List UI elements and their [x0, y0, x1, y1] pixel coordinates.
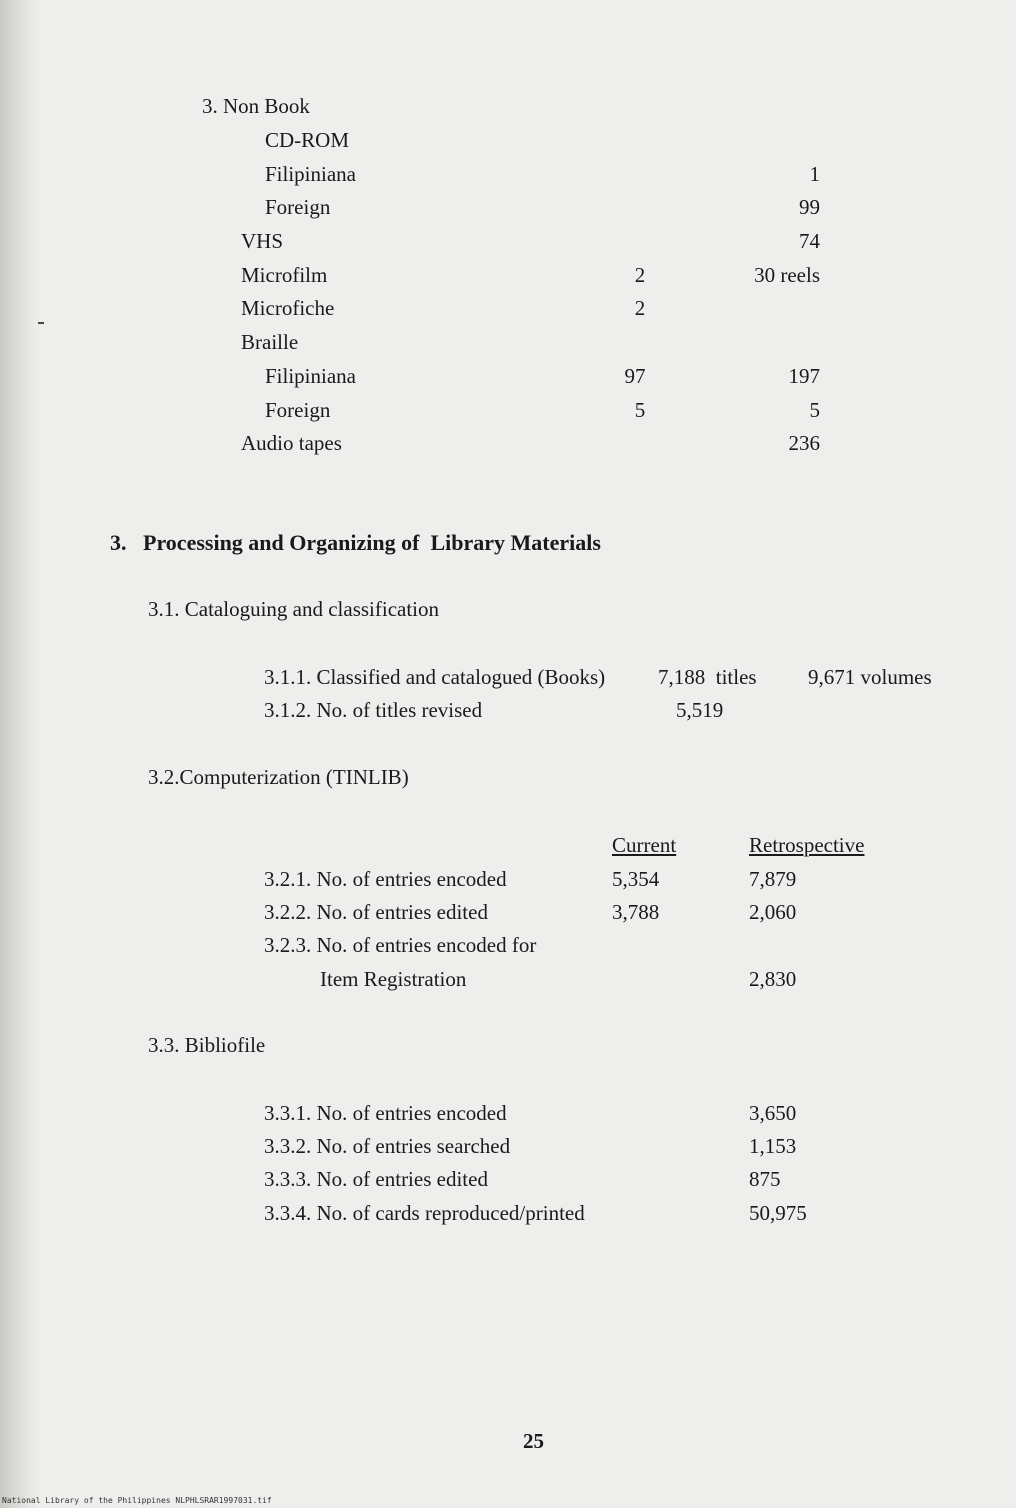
- cdrom-filipiniana-label: Filipiniana: [265, 162, 356, 186]
- section-3-1-heading: 3.1. Cataloguing and classification: [148, 597, 440, 621]
- binding-shadow: [0, 0, 40, 1508]
- braille-filipiniana-col2: 197: [788, 364, 820, 388]
- item-3-3-1-value: 3,650: [749, 1101, 797, 1125]
- section-3-3-heading: 3.3. Bibliofile: [148, 1033, 266, 1057]
- braille-foreign-col1: 5: [634, 398, 646, 422]
- item-3-3-4-label: 3.3.4. No. of cards reproduced/printed: [264, 1201, 585, 1225]
- cdrom-foreign-label: Foreign: [265, 195, 331, 219]
- item-3-1-1-titles: 7,188 titles: [658, 665, 757, 689]
- item-3-2-3-label-continued: Item Registration: [320, 967, 467, 991]
- item-3-1-1-label: 3.1.1. Classified and catalogued (Books): [264, 665, 606, 689]
- microfilm-reels: 30 reels: [754, 263, 820, 287]
- braille-filipiniana-col1: 97: [624, 364, 646, 388]
- braille-foreign-col2: 5: [809, 398, 820, 422]
- cdrom-foreign-value: 99: [799, 195, 820, 219]
- item-3-2-1-retrospective: 7,879: [749, 867, 797, 891]
- item-3-3-3-value: 875: [749, 1167, 781, 1191]
- microfilm-label: Microfilm: [241, 263, 328, 287]
- item-3-3-3-label: 3.3.3. No. of entries edited: [264, 1167, 488, 1191]
- column-header-retrospective: Retrospective: [749, 833, 865, 857]
- braille-filipiniana-label: Filipiniana: [265, 364, 356, 388]
- item-3-2-3-retrospective: 2,830: [749, 967, 797, 991]
- microfilm-count: 2: [634, 263, 646, 287]
- item-3-2-2-current: 3,788: [612, 900, 660, 924]
- cdrom-filipiniana-value: 1: [809, 162, 820, 186]
- item-3-1-2-value: 5,519: [676, 698, 724, 722]
- vhs-label: VHS: [241, 229, 284, 253]
- item-3-3-2-value: 1,153: [749, 1134, 797, 1158]
- scan-footer: National Library of the Philippines NLPHLSRAR1997031.tif: [2, 1496, 272, 1505]
- braille-label: Braille: [241, 330, 299, 354]
- item-3-1-1-volumes: 9,671 volumes: [808, 665, 932, 689]
- cdrom-label: CD-ROM: [265, 128, 350, 152]
- vhs-value: 74: [799, 229, 820, 253]
- section-3-heading: 3. Processing and Organizing of Library Materials: [110, 530, 601, 555]
- item-3-2-1-label: 3.2.1. No. of entries encoded: [264, 867, 507, 891]
- nonbook-heading: 3. Non Book: [202, 94, 310, 118]
- page-number: 25: [523, 1429, 544, 1453]
- microfiche-count: 2: [634, 296, 646, 320]
- margin-mark: [38, 322, 44, 324]
- braille-foreign-label: Foreign: [265, 398, 331, 422]
- item-3-3-1-label: 3.3.1. No. of entries encoded: [264, 1101, 507, 1125]
- item-3-3-2-label: 3.3.2. No. of entries searched: [264, 1134, 511, 1158]
- item-3-2-2-label: 3.2.2. No. of entries edited: [264, 900, 488, 924]
- item-3-1-2-label: 3.1.2. No. of titles revised: [264, 698, 483, 722]
- item-3-2-3-label: 3.2.3. No. of entries encoded for: [264, 933, 537, 957]
- microfiche-label: Microfiche: [241, 296, 335, 320]
- audio-tapes-value: 236: [788, 431, 820, 455]
- item-3-2-1-current: 5,354: [612, 867, 660, 891]
- section-3-2-heading: 3.2.Computerization (TINLIB): [148, 765, 409, 789]
- item-3-2-2-retrospective: 2,060: [749, 900, 797, 924]
- item-3-3-4-value: 50,975: [749, 1201, 807, 1225]
- audio-tapes-label: Audio tapes: [241, 431, 342, 455]
- column-header-current: Current: [612, 833, 677, 857]
